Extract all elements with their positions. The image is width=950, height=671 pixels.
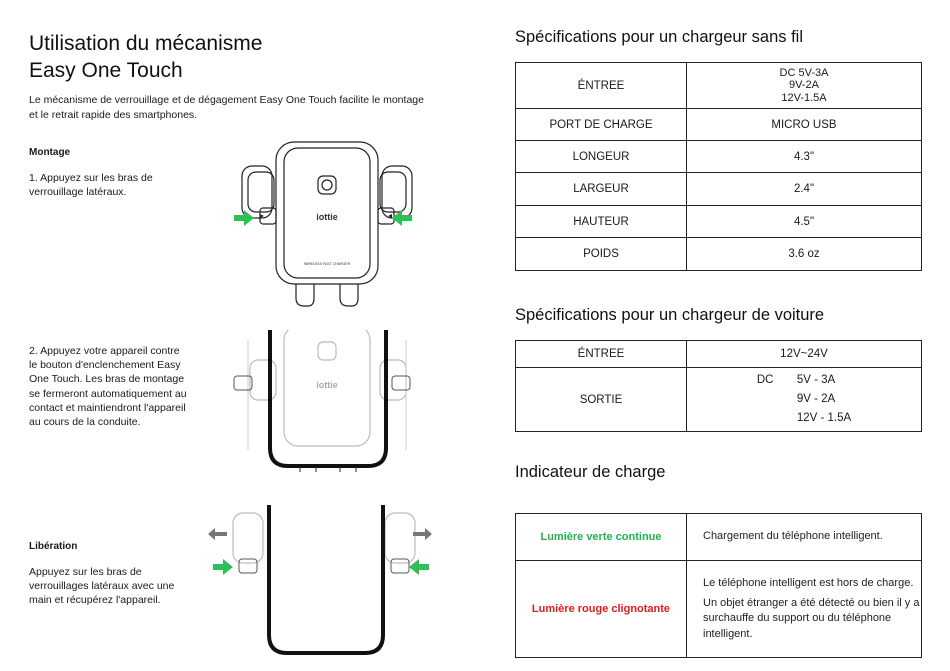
title-line-2: Easy One Touch — [29, 59, 183, 82]
arrow-right-icon — [234, 210, 254, 226]
hauteur-value: 4.5" — [687, 206, 922, 238]
table-row — [516, 561, 922, 658]
red-desc-2: Un objet étranger a été détecté ou bien il y a surchauffe du support ou du téléphone intelligent. — [703, 596, 920, 640]
table-row — [516, 368, 922, 432]
hauteur-label: HAUTEUR — [516, 206, 687, 238]
table-row — [516, 141, 922, 173]
car-entree-value: 12V~24V — [687, 341, 922, 368]
liberation-text: Appuyez sur les bras de verrouillages latéraux avec une main et récupérez l'appareil. — [29, 566, 175, 607]
arrow-press-right-icon — [213, 559, 233, 575]
red-desc-1: Le téléphone intelligent est hors de charge. — [703, 577, 914, 589]
green-light-label: Lumière verte continue — [516, 514, 687, 561]
entree-label: ÉNTREE — [516, 63, 687, 109]
table-row — [516, 341, 922, 368]
arrow-out-left-icon — [208, 528, 227, 540]
montage-label: Montage — [29, 147, 71, 158]
indicator-heading: Indicateur de charge — [515, 463, 666, 481]
indicator-table — [515, 513, 922, 658]
table-row — [516, 514, 922, 561]
car-sortie-values — [687, 368, 922, 432]
liberation-label: Libération — [29, 541, 78, 552]
longeur-value: 4.3" — [687, 141, 922, 173]
car-entree-label: ÉNTREE — [516, 341, 687, 368]
car-spec-table — [515, 340, 922, 432]
intro-text: Le mécanisme de verrouillage et de dégagement Easy One Touch facilite le montage et le retrait rapide des smartphones. — [29, 94, 424, 121]
red-light-desc — [687, 561, 922, 658]
arrow-out-right-icon — [413, 528, 432, 540]
entree-value-3: 12V-1.5A — [781, 91, 827, 104]
sortie-value-2: 9V - 2A — [796, 393, 836, 405]
port-label: PORT DE CHARGE — [516, 109, 687, 141]
car-sortie-label: SORTIE — [516, 368, 687, 432]
sortie-dc: DC — [756, 374, 774, 386]
charger-label: WIRELESS FAST CHARGER — [303, 262, 351, 266]
largeur-value: 2.4" — [687, 173, 922, 206]
wireless-spec-table — [515, 62, 922, 271]
entree-value-1: DC 5V-3A — [779, 66, 829, 79]
step-1-text: 1. Appuyez sur les bras de verrouillage latéraux. — [29, 172, 153, 199]
wireless-heading: Spécifications pour un chargeur sans fil — [515, 28, 803, 46]
table-row — [516, 173, 922, 206]
table-row — [516, 109, 922, 141]
mount-illustration-insert-phone — [228, 330, 428, 480]
entree-values — [687, 63, 922, 109]
port-value: MICRO USB — [687, 109, 922, 141]
sortie-value-1: 5V - 3A — [796, 374, 836, 386]
poids-value: 3.6 oz — [687, 238, 922, 271]
table-row — [516, 206, 922, 238]
car-heading: Spécifications pour un chargeur de voiture — [515, 306, 825, 324]
longeur-label: LONGEUR — [516, 141, 687, 173]
arrow-press-left-icon — [409, 559, 429, 575]
poids-label: POIDS — [516, 238, 687, 271]
green-light-desc: Chargement du téléphone intelligent. — [687, 514, 922, 561]
svg-text:iottie: iottie — [316, 380, 338, 390]
entree-value-2: 9V-2A — [789, 79, 819, 92]
table-row — [516, 63, 922, 109]
step-2-text: 2. Appuyez votre appareil contre le bouton d'enclenchement Easy One Touch. Les bras de montage se fermeront automatiquement au contact et maintiendront l'appareil au cours de la conduite. — [29, 345, 187, 429]
sortie-value-3: 12V - 1.5A — [796, 412, 852, 424]
largeur-label: LARGEUR — [516, 173, 687, 206]
red-light-label: Lumière rouge clignotante — [516, 561, 687, 658]
table-row — [516, 238, 922, 271]
mount-illustration-release — [205, 505, 435, 660]
page-title — [29, 30, 262, 84]
mount-illustration-press-arms — [228, 138, 428, 310]
brand-logo: iottie — [316, 212, 338, 222]
title-line-1: Utilisation du mécanisme — [29, 32, 263, 55]
